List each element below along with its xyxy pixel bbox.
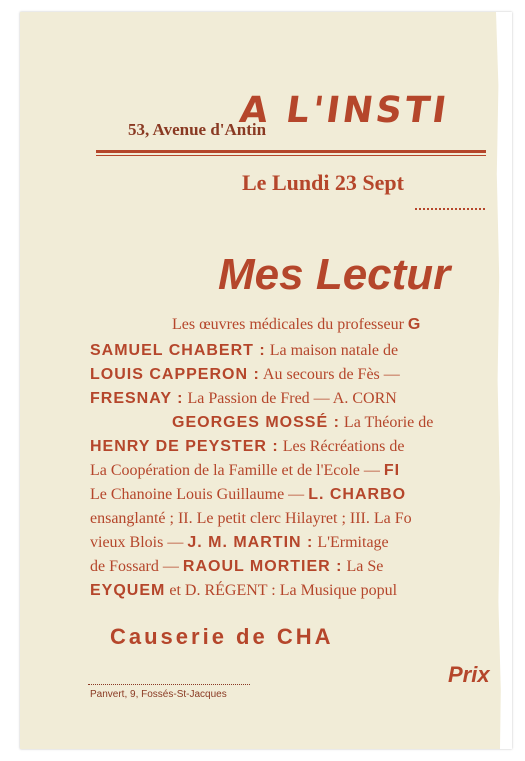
programme-line: HENRY DE PEYSTER : Les Récréations de bbox=[90, 438, 405, 455]
institute-heading: A L'INSTI bbox=[237, 90, 452, 131]
programme-line: Les œuvres médicales du professeur G bbox=[172, 316, 422, 333]
causerie-line: Causerie de CHA bbox=[110, 624, 334, 649]
programme-sheet bbox=[20, 12, 512, 749]
printer-credit: Panvert, 9, Fossés-St-Jacques bbox=[90, 689, 227, 700]
programme-line: LOUIS CAPPERON : Au secours de Fès — bbox=[90, 366, 400, 383]
double-rule bbox=[96, 150, 486, 153]
printer-divider bbox=[88, 684, 250, 685]
programme-title: Mes Lectur bbox=[218, 250, 451, 299]
programme-line: La Coopération de la Famille et de l'Ecole — FI bbox=[90, 462, 401, 479]
torn-edge bbox=[472, 12, 512, 749]
programme-line: Le Chanoine Louis Guillaume — L. CHARBO bbox=[90, 486, 407, 503]
programme-line: de Fossard — RAOUL MORTIER : La Se bbox=[90, 558, 384, 575]
address-line: 53, Avenue d'Antin bbox=[128, 120, 267, 139]
programme-line: SAMUEL CHABERT : La maison natale de bbox=[90, 342, 399, 359]
programme-line: vieux Blois — J. M. MARTIN : L'Ermitage bbox=[90, 534, 389, 551]
programme-line: EYQUEM et D. RÉGENT : La Musique popul bbox=[90, 582, 398, 599]
programme-line: FRESNAY : La Passion de Fred — A. CORN bbox=[90, 390, 397, 407]
programme-line: GEORGES MOSSÉ : La Théorie de bbox=[172, 414, 434, 431]
price-label: Prix bbox=[448, 662, 490, 687]
event-date: Le Lundi 23 Sept bbox=[242, 170, 404, 195]
dotted-divider bbox=[415, 208, 485, 210]
double-rule-thin bbox=[96, 155, 486, 156]
programme-line: ensanglanté ; II. Le petit clerc Hilayret ; III. La Fo bbox=[90, 510, 412, 527]
